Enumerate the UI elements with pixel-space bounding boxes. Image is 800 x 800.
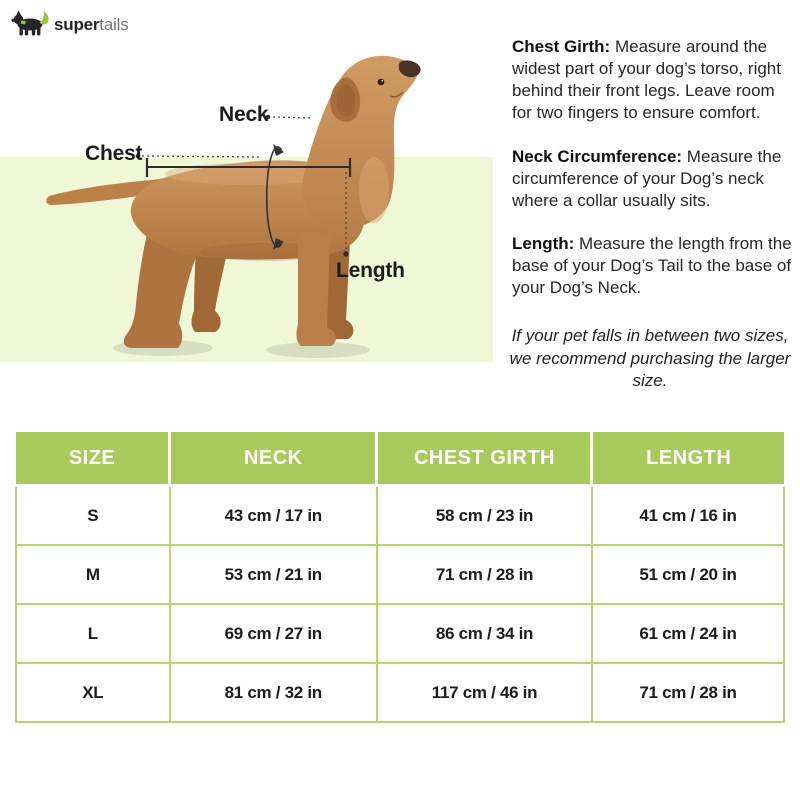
header-chest-girth: CHEST GIRTH — [377, 432, 592, 486]
length-paragraph — [512, 233, 796, 299]
cell-chest: 58 cm / 23 in — [377, 486, 592, 546]
cell-size: M — [16, 545, 170, 604]
header-neck: NECK — [170, 432, 377, 486]
brand-tails: tails — [99, 15, 129, 34]
table-row-m — [16, 545, 784, 604]
brand-super: super — [54, 15, 100, 34]
length-leader-dot — [343, 251, 348, 256]
cell-length: 61 cm / 24 in — [592, 604, 784, 663]
dog-eye-glint — [381, 80, 383, 82]
cell-neck: 53 cm / 21 in — [170, 545, 377, 604]
cell-chest: 117 cm / 46 in — [377, 663, 592, 722]
chest-girth-lead: Chest Girth: — [512, 37, 611, 56]
chest-leader-line — [142, 156, 262, 157]
cell-size: XL — [16, 663, 170, 722]
dog-eye — [378, 79, 385, 86]
header-size: SIZE — [16, 432, 170, 486]
dog-chest-highlight — [359, 157, 389, 223]
cell-length: 71 cm / 28 in — [592, 663, 784, 722]
neck-label: Neck — [219, 103, 269, 126]
cell-length: 41 cm / 16 in — [592, 486, 784, 546]
table-row-s — [16, 486, 784, 546]
table-row-l — [16, 604, 784, 663]
cell-size: S — [16, 486, 170, 546]
cell-neck: 81 cm / 32 in — [170, 663, 377, 722]
neck-circumference-lead: Neck Circumference: — [512, 146, 683, 166]
length-lead: Length: — [512, 234, 575, 254]
girth-arrow-top — [273, 144, 284, 156]
dog-head-neck — [302, 56, 417, 228]
cell-size: L — [16, 604, 170, 663]
chest-label: Chest — [85, 142, 143, 165]
cell-length: 51 cm / 20 in — [592, 545, 784, 604]
neck-circumference-paragraph — [512, 146, 796, 212]
header-length: LENGTH — [592, 432, 784, 486]
cell-neck: 69 cm / 27 in — [170, 604, 377, 663]
cell-chest: 71 cm / 28 in — [377, 545, 592, 604]
cell-chest: 86 cm / 34 in — [377, 604, 592, 663]
neck-leader-line — [273, 117, 313, 118]
chest-girth-paragraph — [512, 36, 796, 124]
length-label: Length — [336, 259, 405, 282]
between-sizes-note: If your pet falls in between two sizes, we recommend purchasing the larger size. — [509, 326, 791, 391]
length-text: Measure the length from the base of your Dog’s Tail to the base of your Dog’s Neck. — [512, 234, 792, 298]
table-row-xl — [16, 663, 784, 722]
measuring-instructions — [504, 36, 796, 393]
size-chart-table — [15, 432, 785, 723]
neck-circumference-text: Measure the circumference of your Dog’s neck where a collar usually sits. — [512, 146, 782, 210]
dog-far-rear-leg — [192, 246, 229, 332]
cell-neck: 43 cm / 17 in — [170, 486, 377, 546]
table-header-row — [16, 432, 784, 486]
chest-girth-text: Measure around the widest part of your dog’s torso, right behind their front legs. Leave room for two fingers to ensure comfort. — [512, 37, 781, 122]
